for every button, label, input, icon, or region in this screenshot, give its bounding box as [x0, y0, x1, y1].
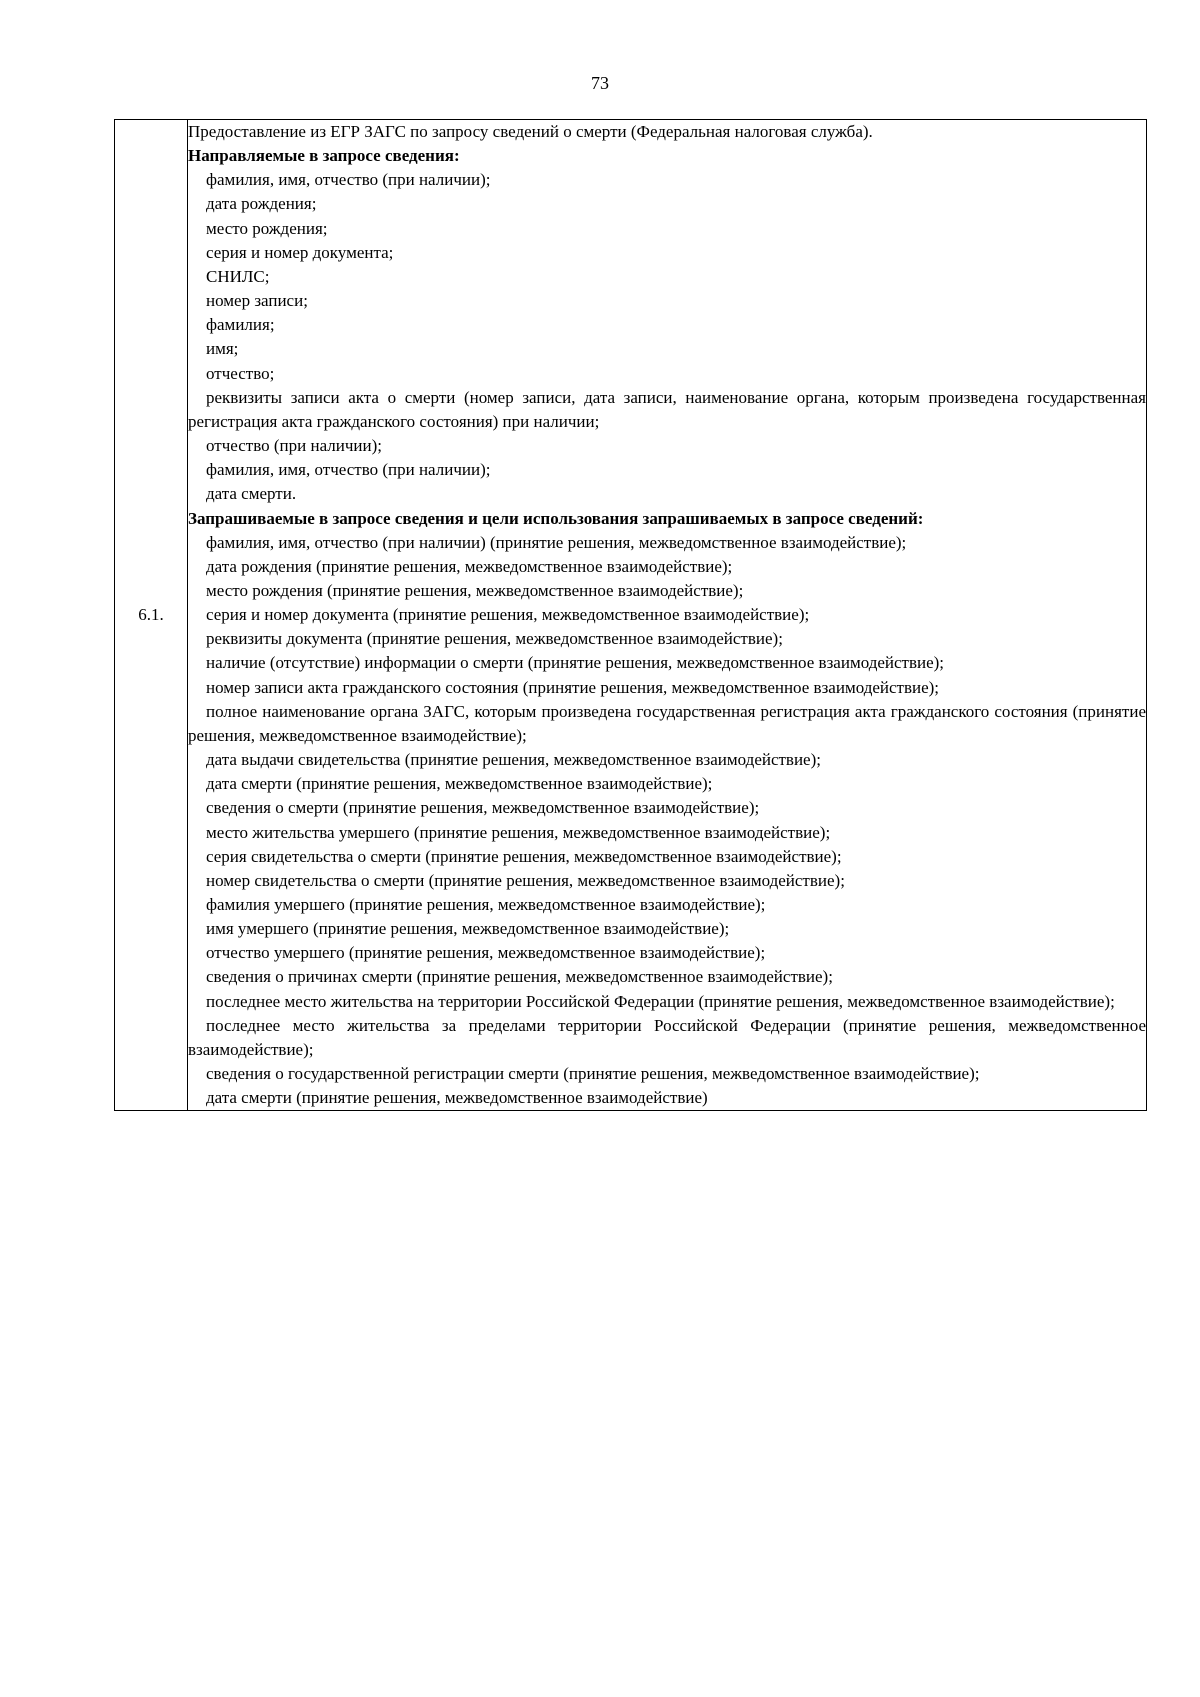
table-row	[115, 120, 1147, 1111]
list-item: фамилия, имя, отчество (при наличии) (принятие решения, межведомственное взаимодействие);	[206, 532, 907, 552]
list-item: серия и номер документа;	[206, 242, 394, 262]
list-item: фамилия умершего (принятие решения, межведомственное взаимодействие);	[206, 895, 766, 914]
list-item: дата смерти (принятие решения, межведомственное взаимодействие);	[206, 774, 713, 794]
sent-items-list	[188, 168, 1146, 506]
requested-items-list	[188, 531, 1146, 1111]
list-item: СНИЛС;	[206, 266, 270, 286]
list-item: дата смерти.	[206, 484, 297, 504]
list-item: отчество умершего (принятие решения, межведомственное взаимодействие);	[206, 943, 766, 963]
list-item: наличие (отсутствие) информации о смерти (принятие решения, межведомственное взаимодействие);	[206, 653, 945, 673]
list-item: серия и номер документа (принятие решения, межведомственное взаимодействие);	[206, 605, 810, 625]
list-item: сведения о смерти (принятие решения, межведомственное взаимодействие);	[206, 798, 760, 818]
list-item: дата выдачи свидетельства (принятие решения, межведомственное взаимодействие);	[206, 750, 821, 770]
row-title: Предоставление из ЕГР ЗАГС по запросу сведений о смерти (Федеральная налоговая служба).	[188, 122, 873, 141]
list-item: сведения о причинах смерти (принятие решения, межведомственное взаимодействие);	[206, 967, 833, 987]
list-item: имя;	[206, 339, 239, 359]
list-item: номер записи;	[206, 291, 308, 311]
list-item: последнее место жительства за пределами территории Российской Федерации (принятие решения, межведомственное взаимодействие);	[188, 1015, 1146, 1059]
list-item: отчество;	[206, 363, 275, 383]
list-item: сведения о государственной регистрации смерти (принятие решения, межведомственное взаимодействие);	[206, 1064, 980, 1084]
list-item: дата рождения;	[206, 194, 317, 214]
list-item: реквизиты записи акта о смерти (номер записи, дата записи, наименование органа, которым произведена государственная регистрация акта гражданского состояния) при наличии;	[188, 387, 1146, 431]
row-number: 6.1.	[115, 120, 188, 1111]
list-item: дата смерти (принятие решения, межведомственное взаимодействие)	[206, 1088, 708, 1108]
page-number: 73	[591, 73, 609, 93]
list-item: реквизиты документа (принятие решения, межведомственное взаимодействие);	[206, 629, 783, 649]
list-item: номер записи акта гражданского состояния (принятие решения, межведомственное взаимодействие);	[206, 677, 940, 697]
list-item: фамилия, имя, отчество (при наличии);	[206, 460, 491, 480]
requested-heading: Запрашиваемые в запросе сведения и цели использования запрашиваемых в запросе сведений:	[188, 508, 924, 528]
sent-heading: Направляемые в запросе сведения:	[188, 146, 460, 166]
list-item: полное наименование органа ЗАГС, которым произведена государственная регистрация акта гражданского состояния (принятие решения, межведомственное взаимодействие);	[188, 701, 1146, 745]
list-item: место жительства умершего (принятие решения, межведомственное взаимодействие);	[206, 822, 831, 842]
list-item: дата рождения (принятие решения, межведомственное взаимодействие);	[206, 556, 733, 576]
list-item: место рождения (принятие решения, межведомственное взаимодействие);	[206, 580, 744, 600]
document-table	[114, 119, 1147, 1111]
list-item: фамилия;	[206, 315, 275, 335]
list-item: фамилия, имя, отчество (при наличии);	[206, 170, 491, 190]
list-item: отчество (при наличии);	[206, 436, 382, 456]
list-item: имя умершего (принятие решения, межведомственное взаимодействие);	[206, 919, 730, 939]
list-item: место рождения;	[206, 218, 328, 238]
list-item: последнее место жительства на территории Российской Федерации (принятие решения, межведомственное взаимодействие);	[206, 991, 1115, 1011]
list-item: серия свидетельства о смерти (принятие решения, межведомственное взаимодействие);	[206, 846, 842, 866]
row-content	[188, 120, 1147, 1111]
list-item: номер свидетельства о смерти (принятие решения, межведомственное взаимодействие);	[206, 870, 845, 890]
